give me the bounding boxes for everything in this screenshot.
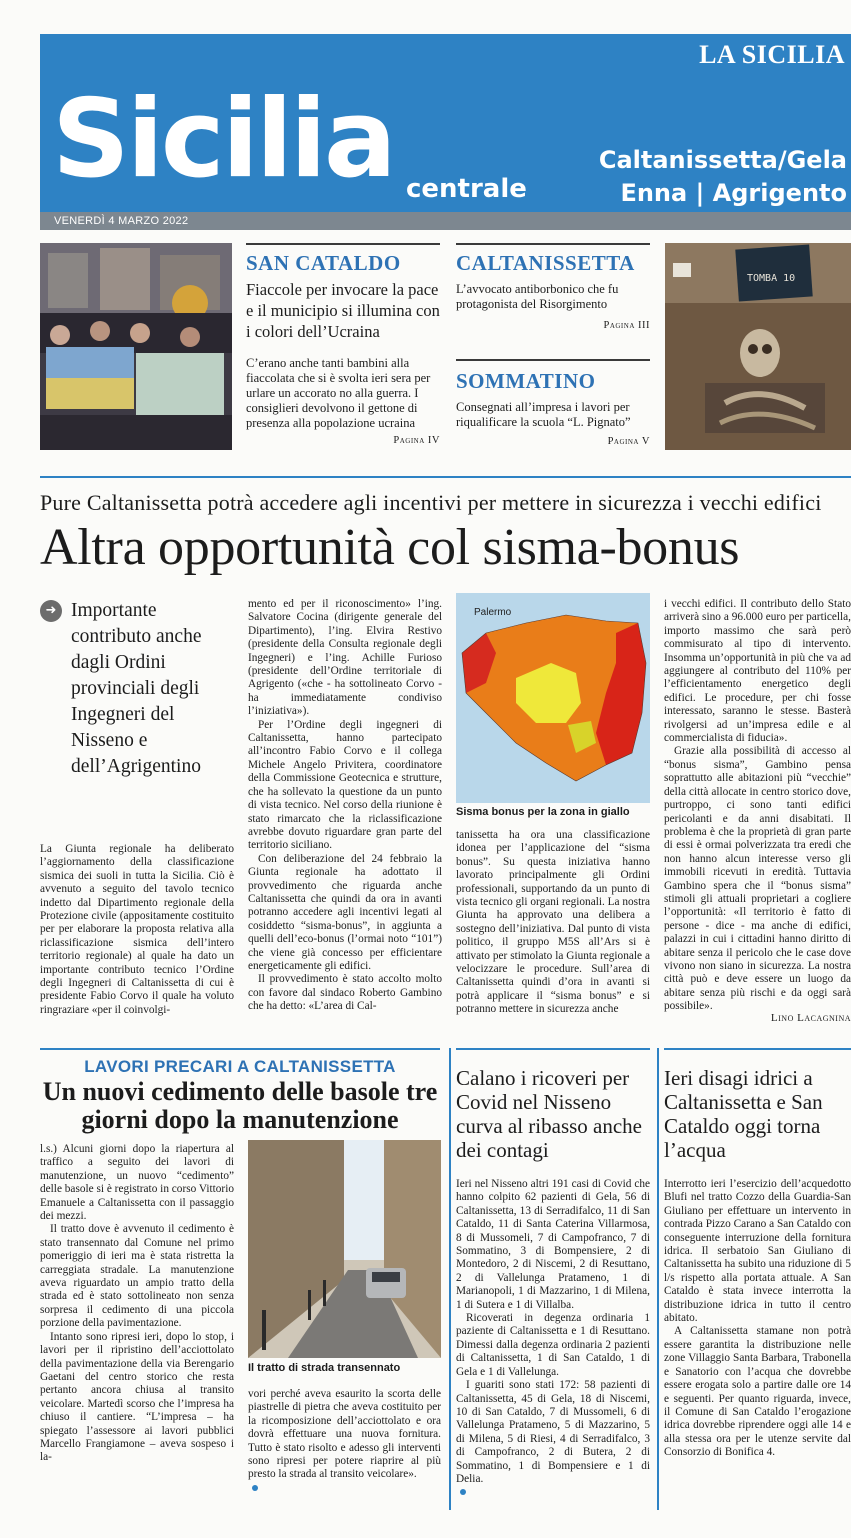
seismic-map-image <box>456 593 650 803</box>
teaser-body: L’avvocato antiborbonico che fu protagonista del Risorgimento <box>456 282 619 311</box>
lead-paragraph: Per l’Ordine degli ingegneri di Caltanissetta, hanno partecipato all’incontro Fabio Corvo e il collega Michele Angelo Privitera, coordinatore della Commissione Geotecnica e strutture, che ha sollevato la questione da un punto di vista tecnico. Nel corso della riunione è stato rimarcato che la riclassificazione avrebbe dovuto riguardare gran parte del territorio siciliano. <box>248 718 442 852</box>
acqua-paragraph: A Caltanissetta stamane non potrà essere garantita la distribuzione nelle zone Villaggio Santa Barbara, Trabonella e Sanatorio con l’acqua che dovrebbe essere erogata solo a partire dalle ore 14 e seguenti. Per quanto riguarda, invece, il Comune di San Cataldo l’erogazione idrica dovrebbe riprendere oggi alle 14 e alla stessa ora per le utenze servite dal Consorzio di Bonifica 4. <box>664 1325 851 1459</box>
acqua-paragraph: Interrotto ieri l’esercizio dell’acquedotto Blufi nel tratto Cozzo della Guardia-San Giuliano per effettuare un intervento in contrada Pizzo Carano a San Cataldo con conseguente interruzione della fornitura idrica. Il serbatoio San Giuliano di Caltanissetta ha subito una riduzione di 5 l/s rispetto alla portata attuale. A San Cataldo è stata invece interrotta la distribuzione idrica in tutto il centro abitato. <box>664 1178 851 1325</box>
tomb-sign-text: TOMBA 10 <box>747 273 796 284</box>
basole-paragraph: Il tratto dove è avvenuto il cedimento è stato transennato dal Comune nel primo pomeriggio di ieri ma è stata ristretta la carreggiata stradale. La manutenzione aveva riguardato un ampio tratto della strada ed è stato sottolineato non senza sorpresa il cedimento di una piccola porzione della pavimentazione. <box>40 1223 234 1330</box>
basole-kicker: LAVORI PRECARI A CALTANISSETTA <box>84 1057 396 1076</box>
teaser-san-cataldo <box>246 243 440 455</box>
teaser-headline: Fiaccole per invocare la pace e il municipio si illumina con i colori dell’Ucraina <box>246 280 440 341</box>
pull-quote-text: Importante contributo anche dagli Ordini provinciali degli Ingegneri del Nisseno e dell’Agrigentino <box>71 600 202 777</box>
end-marker-icon <box>460 1489 466 1495</box>
vigil-photo <box>40 243 232 450</box>
map-caption: Sisma bonus per la zona in giallo <box>456 806 630 818</box>
covid-col <box>456 1178 650 1500</box>
lead-headline: Altra opportunità col sisma-bonus <box>40 520 740 576</box>
basole-col-2 <box>248 1388 441 1495</box>
pull-quote <box>40 598 236 780</box>
basole-paragraph: Intanto sono ripresi ieri, dopo lo stop, i lavori per il ripristino dell’acciottolato della pavimentazione della via Berengario Gaetani del centro storico che resta pertanto ancora chiusa al transito veicolare. Martedì scorso che l’impresa ha chiuso il cantiere. “L’impresa – ha spiegato l’assessore ai lavori pubblici Marcello Frangiamone – aveva sospeso i la- <box>40 1330 234 1464</box>
lead-paragraph: tanissetta ha ora una classificazione idonea per l’applicazione del “sisma bonus”. Su questa iniziativa hanno lavorato principalmente gli Ordini professionali, supportando da un punto di vista tecnico gli organi regionali. La nostra Giunta ha approvato una delibera a sostegno dell’iniziativa. Dal punto di vista politico, il gruppo M5S all’Ars si è attivato per stimolato la Giunta regionale a velocizzare le procedure. Sull’area di Caltanissetta quindi d’ora in avanti si potrà applicare il “sisma bonus” e si potranno mettere in sicurezza anche <box>456 829 650 1016</box>
vigil-photo-image <box>40 243 232 450</box>
lead-col-4 <box>664 598 851 1018</box>
column-divider <box>657 1048 659 1510</box>
brand-logo: LA SICILIA <box>699 40 845 69</box>
lead-paragraph: mento ed per il riconoscimento» l’ing. Salvatore Cocina (dirigente generale del Dipartimento), l’ing. Elvira Restivo (presidente della Consulta regionale degli Ingegneri) e l’ing. Achille Furioso (presidente dell’Ordine territoriale di Agrigento («che - ha sottolineato Corvo - ha immediatamente condiviso l’iniziativa»). <box>248 598 442 718</box>
street-photo-caption: Il tratto di strada transennato <box>248 1362 401 1374</box>
basole-paragraph: vori perché aveva esaurito la scorta delle piastrelle di pietra che aveva costituito per la ricomposizione dell’acciottolato e ora dovrà effettuare una nuova fornitura. Tutto è stato risolto e adesso gli interventi sono ripresi per potere riaprire al più presto la strada al transito veicolare». <box>248 1388 441 1481</box>
section-divider <box>40 476 851 478</box>
lead-paragraph: Con deliberazione del 24 febbraio la Giunta regionale ha adottato il provvedimento che riguarda anche Caltanissetta che quindi da ora in avanti potranno accedere agli incentivi legati al cosiddetto “sisma-bonus”, in aggiunta a quelli dell’eco-bonus (l’ormai noto “101”) che viene già concesso per efficientare energeticamente gli edifici. <box>248 852 442 972</box>
covid-paragraph: I guariti sono stati 172: 58 pazienti di Caltanissetta, 45 di Gela, 18 di Niscemi, 10 di San Cataldo, 7 di Mussomeli, 6 di Vallelunga Pratameno, 5 di Mazzarino, 5 di Milena, 5 di Riesi, 4 di Serradifalco, 3 di Campofranco, 2 di Butera, 2 di Sommatino, 1 di Bompensiere e 1 di Delia. <box>456 1379 650 1485</box>
teaser-body: Consegnati all’impresa i lavori per riqualificare la scuola “L. Pignato” <box>456 400 631 429</box>
section-subtitle: centrale <box>406 174 527 204</box>
seismic-map <box>456 593 650 803</box>
teaser-title: SOMMATINO <box>456 369 596 393</box>
end-marker-icon <box>252 1485 258 1491</box>
teaser-title: CALTANISSETTA <box>456 251 635 275</box>
teaser-sommatino <box>456 359 650 455</box>
acqua-headline: Ieri disagi idrici a Caltanissetta e San Cataldo oggi torna l’acqua <box>664 1066 823 1162</box>
masthead-banner <box>40 34 851 230</box>
lead-col-2 <box>248 598 442 1014</box>
lead-paragraph: Grazie alla possibilità di accesso al “bonus sisma”, Gambino pensa soprattutto alle abitazioni più “vecchie” della città allocate in centro storico dove, purtroppo, ci sono tanti edifici pericolanti e da anni disabitati. Il problema è che la proprietà di gran parte di essi è ormai polverizzata tra eredi che non hanno alcun interesse verso gli immobili ricevuti in eredità. Tuttavia Gambino spera che il “bonus sisma” stimoli gli attuali proprietari a cogliere l’opportunità: «Il territorio è fatto di persone - dice - ma anche di edifici, palazzi in cui i cittadini hanno diritto di abitare senza il pericolo che le case dove vivono non siano in sicurezza. La nostra città può e deve essere un luogo da abitare senza più rischi e da oggi sarà possibile». <box>664 745 851 1013</box>
lead-kicker: Pure Caltanissetta potrà accedere agli incentivi per mettere in sicurezza i vecchi edifici <box>40 490 822 515</box>
cities-line-1: Caltanissetta/Gela <box>598 146 847 174</box>
teaser-body: C’erano anche tanti bambini alla fiaccolata che si è svolta ieri sera per urlare un accorato no alla guerra. I consiglieri devolvono il gettone di presenza alla popolazione ucraina <box>246 356 431 430</box>
section-cities <box>599 144 847 210</box>
teaser-title: SAN CATALDO <box>246 251 401 275</box>
lead-col-1 <box>40 843 234 1017</box>
section-divider <box>456 1048 650 1050</box>
covid-headline: Calano i ricoveri per Covid nel Nisseno curva al ribasso anche dei contagi <box>456 1066 642 1162</box>
lead-byline: Lino Lacagnina <box>770 1012 851 1024</box>
column-divider <box>449 1048 451 1510</box>
street-photo <box>248 1140 441 1358</box>
section-divider <box>40 1048 440 1050</box>
covid-paragraph: Ieri nel Nisseno altri 191 casi di Covid che hanno colpito 62 pazienti di Gela, 56 di Caltanissetta, 13 di Serradifalco, 11 di San Cataldo, 11 di Santa Caterina Villarmosa, 8 di Mussomeli, 7 di Campofranco, 7 di Sommatino, 3 di Bompensiere, 2 di Montedoro, 2 di Niscemi, 2 di Resuttano, 2 di Vallelunga Pratameno, 1 di Marianopoli, 1 di Mazzarino, 1 di Milena, 1 di Sutera e 1 di Villalba. <box>456 1178 650 1311</box>
lead-col-3 <box>456 829 650 1017</box>
street-photo-image <box>248 1140 441 1358</box>
cities-line-2: Enna | Agrigento <box>620 179 847 207</box>
issue-date: VENERDÌ 4 MARZO 2022 <box>40 212 851 230</box>
basole-headline: Un nuovi cedimento delle basole tre giorni dopo la manutenzione <box>42 1077 438 1134</box>
covid-paragraph: Ricoverati in degenza ordinaria 1 paziente di Caltanissetta e 1 di Resuttano. Dimessi dalla degenza ordinaria 2 pazienti di Caltanissetta, 1 di San Cataldo, 1 di Gela e 1 di Vallelunga. <box>456 1312 650 1378</box>
teaser-page-ref[interactable]: Pagina V <box>607 436 650 447</box>
arrow-icon: ➜ <box>40 600 62 622</box>
section-divider <box>664 1048 851 1050</box>
tomb-photo <box>665 243 851 450</box>
basole-paragraph: l.s.) Alcuni giorni dopo la riapertura al traffico a seguito dei lavori di manutenzione, un nuovo “cedimento” delle basole si è registrato in corso Vittorio Emanuele a Caltanissetta con il passaggio dei mezzi. <box>40 1143 234 1223</box>
lead-paragraph: Il provvedimento è stato accolto molto con favore dal sindaco Roberto Gambino che ha detto: «L’area di Cal- <box>248 973 442 1013</box>
section-title: Sicilia <box>52 77 394 202</box>
teaser-page-ref[interactable]: Pagina IV <box>393 435 440 446</box>
lead-paragraph: La Giunta regionale ha deliberato l’aggiornamento della classificazione sismica dei suoli in tutta la Sicilia. Ciò è avvenuto a seguito del tavolo tecnico indetto dal Dipartimento regionale della Protezione civile (appositamente costituito per per elaborare la proposta relativa alla riclassificazione sismica dell’intero territorio regionale) al quale ha dato un importante contributo tecnico l’Ordine degli Ingegneri di Caltanissetta di cui è presidente Fabio Corvo il quale ha voluto ringraziare «per il coinvolgi- <box>40 843 234 1016</box>
teaser-caltanissetta <box>456 243 650 357</box>
lead-paragraph: i vecchi edifici. Il contributo dello Stato arriverà sino a 96.000 euro per particella, importo massimo che sarà però commisurato al tipo di intervento. Insomma un’opportunità in più che va ad aggiungere al contributo del 110% per l’efficientamento energetico degli edifici. Le procedure, per chi fosse interessato, saranno le stesse. Basterà rivolgersi ad un’impresa edile e al commercialista di fiducia». <box>664 598 851 745</box>
map-label-palermo: Palermo <box>474 607 512 618</box>
teaser-page-ref[interactable]: Pagina III <box>603 320 650 331</box>
basole-col-1 <box>40 1143 234 1465</box>
acqua-col <box>664 1178 851 1508</box>
